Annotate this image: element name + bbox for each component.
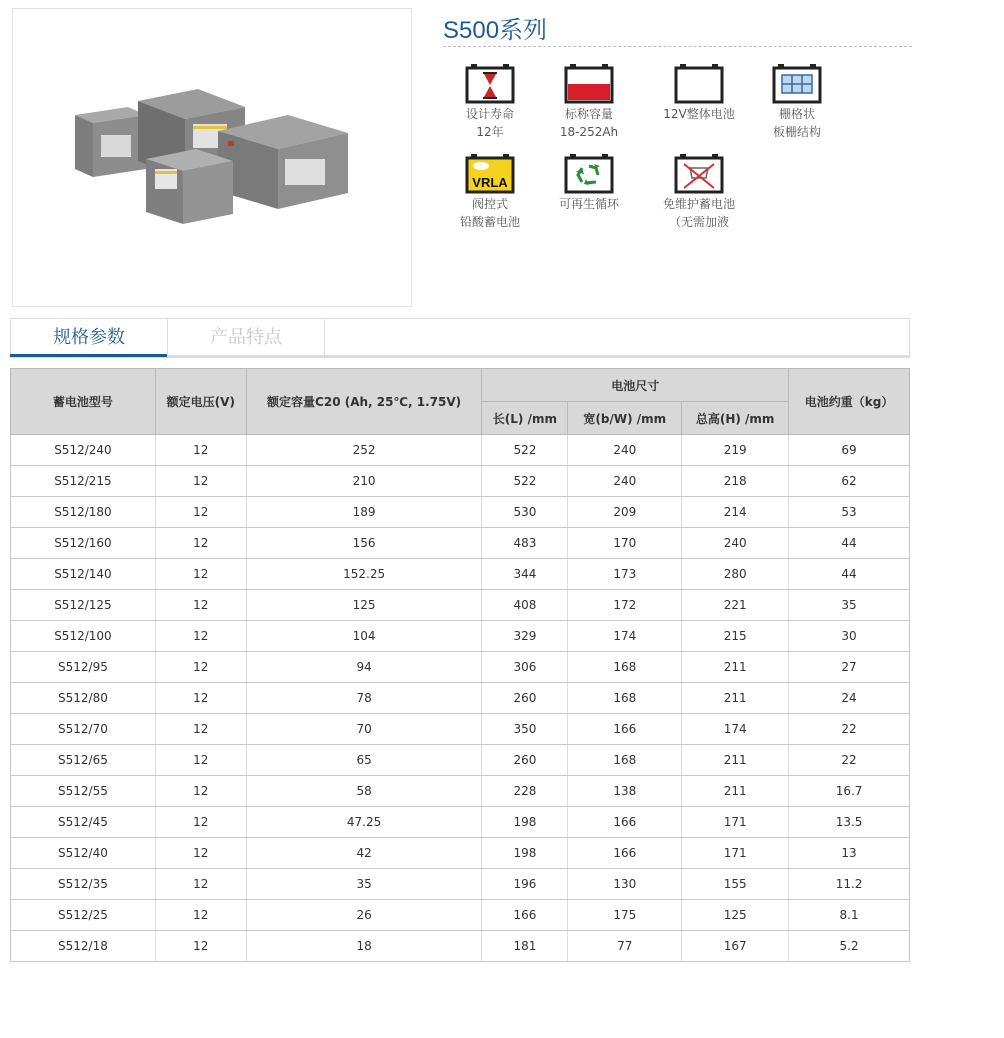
feature-label: 标称容量 [564, 107, 613, 121]
cell-width: 240 [568, 435, 682, 466]
cell-height: 155 [682, 869, 789, 900]
cell-length: 530 [482, 497, 568, 528]
battery-group-image [13, 9, 411, 306]
table-row [11, 807, 910, 838]
feature-grid-plate [747, 64, 847, 141]
feature-maintenance-free [649, 154, 749, 231]
cell-capacity: 78 [246, 683, 482, 714]
cell-width: 173 [568, 559, 682, 590]
cell-width: 175 [568, 900, 682, 931]
feature-label: 栅格状 [778, 107, 815, 121]
feature-label: 12V整体电池 [663, 107, 735, 121]
cell-model: S512/125 [11, 590, 156, 621]
cell-model: S512/65 [11, 745, 156, 776]
cell-capacity: 210 [246, 466, 482, 497]
cell-model: S512/35 [11, 869, 156, 900]
header-dimensions: 电池尺寸 [482, 369, 789, 402]
cell-height: 211 [682, 683, 789, 714]
cell-width: 170 [568, 528, 682, 559]
cell-voltage: 12 [155, 776, 246, 807]
cell-weight: 22 [789, 745, 910, 776]
cell-capacity: 35 [246, 869, 482, 900]
cell-model: S512/95 [11, 652, 156, 683]
table-row [11, 745, 910, 776]
cell-weight: 44 [789, 559, 910, 590]
cell-model: S512/45 [11, 807, 156, 838]
cell-length: 181 [482, 931, 568, 962]
cell-height: 171 [682, 807, 789, 838]
cell-capacity: 189 [246, 497, 482, 528]
tab-features[interactable]: 产品特点 [168, 319, 325, 357]
cell-weight: 24 [789, 683, 910, 714]
table-row [11, 776, 910, 807]
cell-voltage: 12 [155, 466, 246, 497]
cell-capacity: 65 [246, 745, 482, 776]
cell-voltage: 12 [155, 714, 246, 745]
hourglass-battery-icon [465, 64, 515, 104]
cell-voltage: 12 [155, 900, 246, 931]
cell-voltage: 12 [155, 528, 246, 559]
header-length: 长(L) /mm [482, 402, 568, 435]
tab-bar [10, 318, 910, 357]
cell-weight: 8.1 [789, 900, 910, 931]
cell-weight: 13 [789, 838, 910, 869]
cell-capacity: 125 [246, 590, 482, 621]
table-row [11, 466, 910, 497]
cell-capacity: 18 [246, 931, 482, 962]
cell-model: S512/140 [11, 559, 156, 590]
cell-model: S512/18 [11, 931, 156, 962]
cell-length: 344 [482, 559, 568, 590]
page-title: S500系列 [443, 17, 548, 44]
header-voltage: 额定电压(V) [155, 369, 246, 435]
feature-design-life [440, 64, 540, 141]
cell-voltage: 12 [155, 559, 246, 590]
cell-width: 166 [568, 714, 682, 745]
cell-length: 260 [482, 745, 568, 776]
cell-model: S512/100 [11, 621, 156, 652]
cell-width: 166 [568, 807, 682, 838]
cell-height: 218 [682, 466, 789, 497]
feature-label: 阀控式 [471, 197, 508, 211]
header-width: 宽(b/W) /mm [568, 402, 682, 435]
table-row [11, 497, 910, 528]
table-row [11, 590, 910, 621]
cell-weight: 53 [789, 497, 910, 528]
feature-vrla [440, 154, 540, 231]
cell-width: 172 [568, 590, 682, 621]
cell-capacity: 252 [246, 435, 482, 466]
cell-model: S512/40 [11, 838, 156, 869]
cell-height: 211 [682, 652, 789, 683]
tab-specifications[interactable]: 规格参数 [11, 319, 168, 357]
cell-model: S512/70 [11, 714, 156, 745]
table-row [11, 559, 910, 590]
cell-width: 77 [568, 931, 682, 962]
cell-voltage: 12 [155, 497, 246, 528]
header-capacity: 额定容量C20 (Ah, 25℃, 1.75V) [246, 369, 482, 435]
cell-weight: 16.7 [789, 776, 910, 807]
cell-length: 306 [482, 652, 568, 683]
cell-capacity: 26 [246, 900, 482, 931]
cell-model: S512/25 [11, 900, 156, 931]
no-maintenance-battery-icon [674, 154, 724, 194]
table-row [11, 435, 910, 466]
feature-label: 设计寿命 [465, 107, 514, 121]
cell-height: 219 [682, 435, 789, 466]
feature-value: （无需加液 [668, 215, 729, 229]
table-row [11, 714, 910, 745]
cell-model: S512/160 [11, 528, 156, 559]
cell-width: 168 [568, 683, 682, 714]
cell-capacity: 47.25 [246, 807, 482, 838]
table-row [11, 621, 910, 652]
cell-weight: 27 [789, 652, 910, 683]
feature-capacity [539, 64, 639, 141]
feature-recycle [539, 154, 639, 213]
recycle-battery-icon [564, 154, 614, 194]
cell-height: 125 [682, 900, 789, 931]
table-row [11, 900, 910, 931]
active-tab-indicator [10, 354, 167, 357]
cell-capacity: 42 [246, 838, 482, 869]
header-height: 总高(H) /mm [682, 402, 789, 435]
red-level-battery-icon [564, 64, 614, 104]
cell-weight: 5.2 [789, 931, 910, 962]
feature-value: 铅酸蓄电池 [459, 215, 520, 229]
table-row [11, 528, 910, 559]
cell-weight: 13.5 [789, 807, 910, 838]
cell-capacity: 94 [246, 652, 482, 683]
cell-width: 240 [568, 466, 682, 497]
cell-length: 522 [482, 435, 568, 466]
cell-model: S512/80 [11, 683, 156, 714]
cell-length: 228 [482, 776, 568, 807]
cell-voltage: 12 [155, 621, 246, 652]
table-row [11, 869, 910, 900]
table-row [11, 838, 910, 869]
cell-capacity: 156 [246, 528, 482, 559]
cell-height: 240 [682, 528, 789, 559]
header-weight: 电池约重（kg） [789, 369, 910, 435]
svg-text:VRLA: VRLA [472, 175, 508, 190]
cell-height: 174 [682, 714, 789, 745]
table-row [11, 683, 910, 714]
cell-width: 166 [568, 838, 682, 869]
cell-weight: 35 [789, 590, 910, 621]
feature-value: 12年 [476, 125, 504, 139]
cell-height: 214 [682, 497, 789, 528]
cell-height: 211 [682, 776, 789, 807]
cell-width: 209 [568, 497, 682, 528]
vrla-battery-icon [465, 154, 515, 194]
cell-weight: 69 [789, 435, 910, 466]
cell-voltage: 12 [155, 435, 246, 466]
cell-voltage: 12 [155, 652, 246, 683]
grid-plate-battery-icon [772, 64, 822, 104]
header-model: 蓄电池型号 [11, 369, 156, 435]
feature-value: 18-252Ah [559, 125, 619, 139]
cell-width: 174 [568, 621, 682, 652]
cell-height: 211 [682, 745, 789, 776]
cell-length: 198 [482, 838, 568, 869]
cell-height: 167 [682, 931, 789, 962]
battery-outline-icon [674, 64, 724, 104]
cell-length: 408 [482, 590, 568, 621]
cell-weight: 62 [789, 466, 910, 497]
cell-weight: 11.2 [789, 869, 910, 900]
cell-voltage: 12 [155, 807, 246, 838]
cell-length: 196 [482, 869, 568, 900]
cell-length: 329 [482, 621, 568, 652]
cell-model: S512/215 [11, 466, 156, 497]
title-divider [443, 46, 912, 47]
cell-voltage: 12 [155, 745, 246, 776]
cell-length: 166 [482, 900, 568, 931]
cell-weight: 30 [789, 621, 910, 652]
cell-voltage: 12 [155, 869, 246, 900]
cell-width: 130 [568, 869, 682, 900]
cell-width: 168 [568, 745, 682, 776]
cell-height: 280 [682, 559, 789, 590]
cell-capacity: 104 [246, 621, 482, 652]
cell-model: S512/240 [11, 435, 156, 466]
cell-voltage: 12 [155, 931, 246, 962]
cell-capacity: 152.25 [246, 559, 482, 590]
feature-label: 可再生循环 [558, 197, 619, 211]
spec-table-body [11, 435, 910, 962]
cell-model: S512/180 [11, 497, 156, 528]
cell-capacity: 70 [246, 714, 482, 745]
cell-width: 138 [568, 776, 682, 807]
cell-length: 483 [482, 528, 568, 559]
feature-label: 免维护蓄电池 [662, 197, 735, 211]
cell-model: S512/55 [11, 776, 156, 807]
cell-height: 171 [682, 838, 789, 869]
cell-capacity: 58 [246, 776, 482, 807]
cell-length: 198 [482, 807, 568, 838]
cell-length: 522 [482, 466, 568, 497]
table-row [11, 652, 910, 683]
cell-weight: 44 [789, 528, 910, 559]
feature-value: 板栅结构 [772, 125, 821, 139]
table-row [11, 931, 910, 962]
cell-height: 221 [682, 590, 789, 621]
cell-voltage: 12 [155, 590, 246, 621]
cell-voltage: 12 [155, 838, 246, 869]
cell-voltage: 12 [155, 683, 246, 714]
product-photo [12, 8, 412, 307]
cell-height: 215 [682, 621, 789, 652]
cell-length: 260 [482, 683, 568, 714]
feature-12v [649, 64, 749, 123]
cell-weight: 22 [789, 714, 910, 745]
cell-width: 168 [568, 652, 682, 683]
cell-length: 350 [482, 714, 568, 745]
spec-table [10, 368, 910, 962]
